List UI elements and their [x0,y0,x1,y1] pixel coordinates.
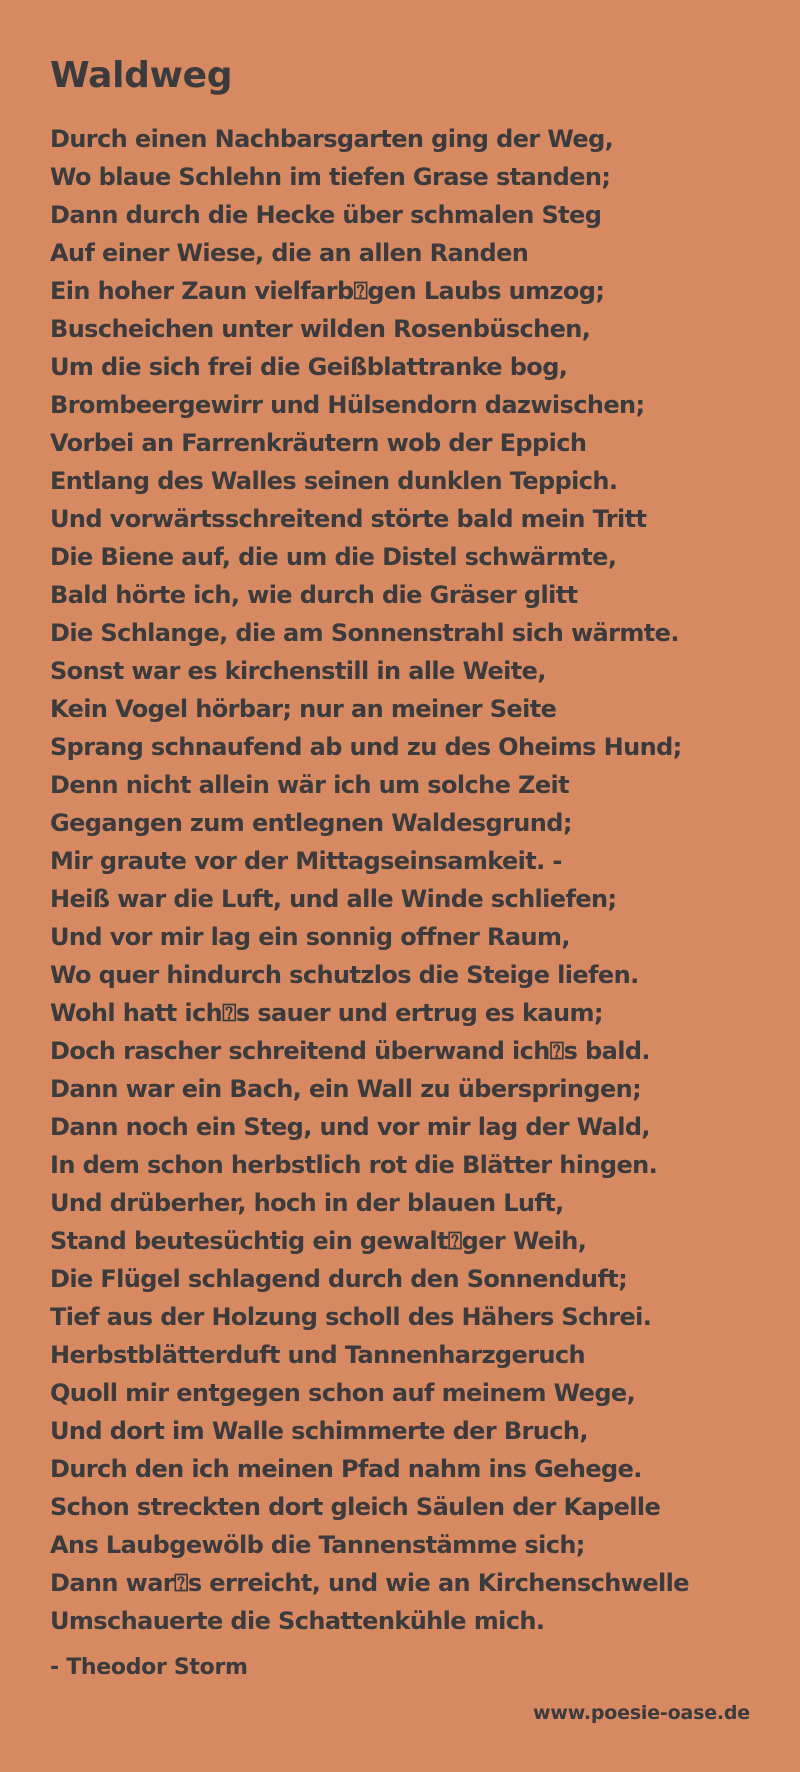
poem-title: Waldweg [50,55,233,96]
poem-line: Dann war ein Bach, ein Wall zu überspringen; [50,1075,642,1103]
poem-line: Durch einen Nachbarsgarten ging der Weg, [50,125,614,153]
poem-line: Bald hörte ich, wie durch die Gräser glitt [50,581,578,609]
poem-line: Kein Vogel hörbar; nur an meiner Seite [50,695,557,723]
poem-line: Die Schlange, die am Sonnenstrahl sich wärmte. [50,619,679,647]
poem-line: Mir graute vor der Mittagseinsamkeit. - [50,847,562,875]
poem-line: Schon streckten dort gleich Säulen der Kapelle [50,1493,661,1521]
poem-line: Sprang schnaufend ab und zu des Oheims Hund; [50,733,682,761]
poem-line: Doch rascher schreitend überwand ich⍰s bald. [50,1037,650,1065]
poem-line: Die Flügel schlagend durch den Sonnenduft; [50,1265,628,1293]
poem-line: Heiß war die Luft, und alle Winde schliefen; [50,885,617,913]
poem-author: - Theodor Storm [50,1655,248,1680]
poem-line: Gegangen zum entlegnen Waldesgrund; [50,809,572,837]
poem-line: Und dort im Walle schimmerte der Bruch, [50,1417,588,1445]
poem-line: Buscheichen unter wilden Rosenbüschen, [50,315,591,343]
poem-line: Durch den ich meinen Pfad nahm ins Gehege. [50,1455,642,1483]
poem-line: Die Biene auf, die um die Distel schwärmte, [50,543,617,571]
poem-line: Sonst war es kirchenstill in alle Weite, [50,657,546,685]
poem-line: Tief aus der Holzung scholl des Hähers Schrei. [50,1303,652,1331]
poem-line: Ans Laubgewölb die Tannenstämme sich; [50,1531,585,1559]
poem-line: Und drüberher, hoch in der blauen Luft, [50,1189,564,1217]
poem-line: Dann noch ein Steg, und vor mir lag der Wald, [50,1113,650,1141]
poem-line: Und vor mir lag ein sonnig offner Raum, [50,923,570,951]
poem-body [50,120,760,1640]
poem-line: In dem schon herbstlich rot die Blätter hingen. [50,1151,658,1179]
poem-line: Wohl hatt ich⍰s sauer und ertrug es kaum; [50,999,603,1027]
poem-line: Entlang des Walles seinen dunklen Teppich. [50,467,618,495]
poem-line: Quoll mir entgegen schon auf meinem Wege, [50,1379,636,1407]
poem-line: Stand beutesüchtig ein gewalt⍰ger Weih, [50,1227,587,1255]
site-url: www.poesie-oase.de [533,1702,750,1724]
poem-line: Wo quer hindurch schutzlos die Steige liefen. [50,961,639,989]
poem-line: Ein hoher Zaun vielfarb⍰gen Laubs umzog; [50,277,605,305]
poem-line: Umschauerte die Schattenkühle mich. [50,1607,545,1635]
poem-line: Dann war⍰s erreicht, und wie an Kirchenschwelle [50,1569,689,1597]
poem-line: Und vorwärtsschreitend störte bald mein Tritt [50,505,647,533]
poem-line: Auf einer Wiese, die an allen Randen [50,239,529,267]
poem-line: Vorbei an Farrenkräutern wob der Eppich [50,429,587,457]
poem-line: Wo blaue Schlehn im tiefen Grase standen; [50,163,611,191]
poem-line: Brombeergewirr und Hülsendorn dazwischen; [50,391,645,419]
poem-card [50,52,760,1684]
poem-line: Dann durch die Hecke über schmalen Steg [50,201,602,229]
poem-line: Um die sich frei die Geißblattranke bog, [50,353,568,381]
poem-line: Denn nicht allein wär ich um solche Zeit [50,771,570,799]
poem-line: Herbstblätterduft und Tannenharzgeruch [50,1341,586,1369]
